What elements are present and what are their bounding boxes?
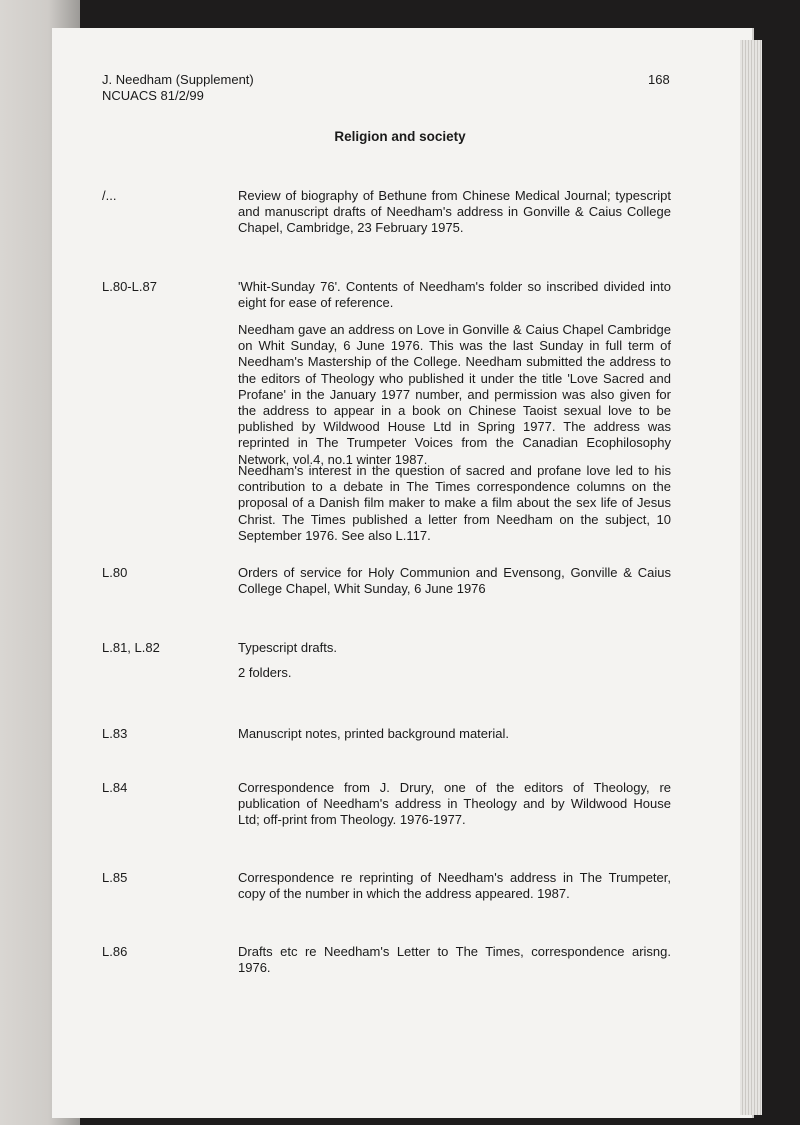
page-edges xyxy=(740,40,762,1115)
entry-description xyxy=(238,870,671,902)
entry-text: 2 folders. xyxy=(238,665,292,680)
entry-description xyxy=(238,726,671,742)
entry-paragraph xyxy=(238,463,671,544)
section-title: Religion and society xyxy=(334,129,466,144)
entry-text: Needham gave an address on Love in Gonville & Caius Chapel Cambridge on Whit Sunday, 6 June 1976. This was the last Sunday in full term of Needham's Mastership of the College. Needham submitted the address to the editors of Theology who published it under the title 'Love Sacred and Profane' in the January 1977 number, and permission was also given for the address to appear in a book on Chinese Taoist sexual love to be published by Wildwood House Ltd in Spring 1977. The address was reprinted in The Trumpeter Voices from the Canadian Ecophilosophy Network, vol.4, no.1 winter 1987. xyxy=(238,322,671,467)
entry-ref: L.83 xyxy=(102,726,128,741)
entry-description xyxy=(238,188,671,237)
entry-ref: L.80-L.87 xyxy=(102,279,157,294)
entry-text: Review of biography of Bethune from Chinese Medical Journal; typescript and manuscript drafts of Needham's address in Gonville & Caius College Chapel, Cambridge, 23 February 1975. xyxy=(238,188,671,236)
header-catalogue-ref: NCUACS 81/2/99 xyxy=(102,88,204,103)
entry-ref: L.80 xyxy=(102,565,128,580)
entry-text: Orders of service for Holy Communion and Evensong, Gonville & Caius College Chapel, Whit Sunday, 6 June 1976 xyxy=(238,565,671,597)
entry-text: Correspondence from J. Drury, one of the editors of Theology, re publication of Needham's address in Theology and by Wildwood House Ltd; off-print from Theology. 1976-1977. xyxy=(238,780,671,828)
entry-text: Correspondence re reprinting of Needham's address in The Trumpeter, copy of the number in which the address appeared. 1987. xyxy=(238,870,671,902)
entry-text: 'Whit-Sunday 76'. Contents of Needham's folder so inscribed divided into eight for ease of reference. xyxy=(238,279,671,311)
entry-note xyxy=(238,665,671,681)
entry-text: Needham's interest in the question of sacred and profane love led to his contribution to a debate in The Times correspondence columns on the proposal of a Danish film maker to make a film about the sex life of Jesus Christ. The Times published a letter from Needham on the subject, 10 September 1976. See also L.117. xyxy=(238,463,671,543)
entry-paragraph xyxy=(238,322,671,468)
header-collection: J. Needham (Supplement) xyxy=(102,72,254,87)
entry-text: Manuscript notes, printed background material. xyxy=(238,726,509,741)
entry-text: Typescript drafts. xyxy=(238,640,337,655)
entry-ref: /... xyxy=(102,188,117,203)
entry-ref: L.84 xyxy=(102,780,128,795)
entry-text: Drafts etc re Needham's Letter to The Times, correspondence arisng. 1976. xyxy=(238,944,671,976)
entry-ref: L.85 xyxy=(102,870,128,885)
entry-description xyxy=(238,565,671,597)
entry-ref: L.86 xyxy=(102,944,128,959)
entry-description xyxy=(238,640,671,656)
page-number: 168 xyxy=(648,72,670,87)
entry-ref: L.81, L.82 xyxy=(102,640,160,655)
entry-description xyxy=(238,944,671,976)
entry-description xyxy=(238,279,671,311)
entry-description xyxy=(238,780,671,829)
